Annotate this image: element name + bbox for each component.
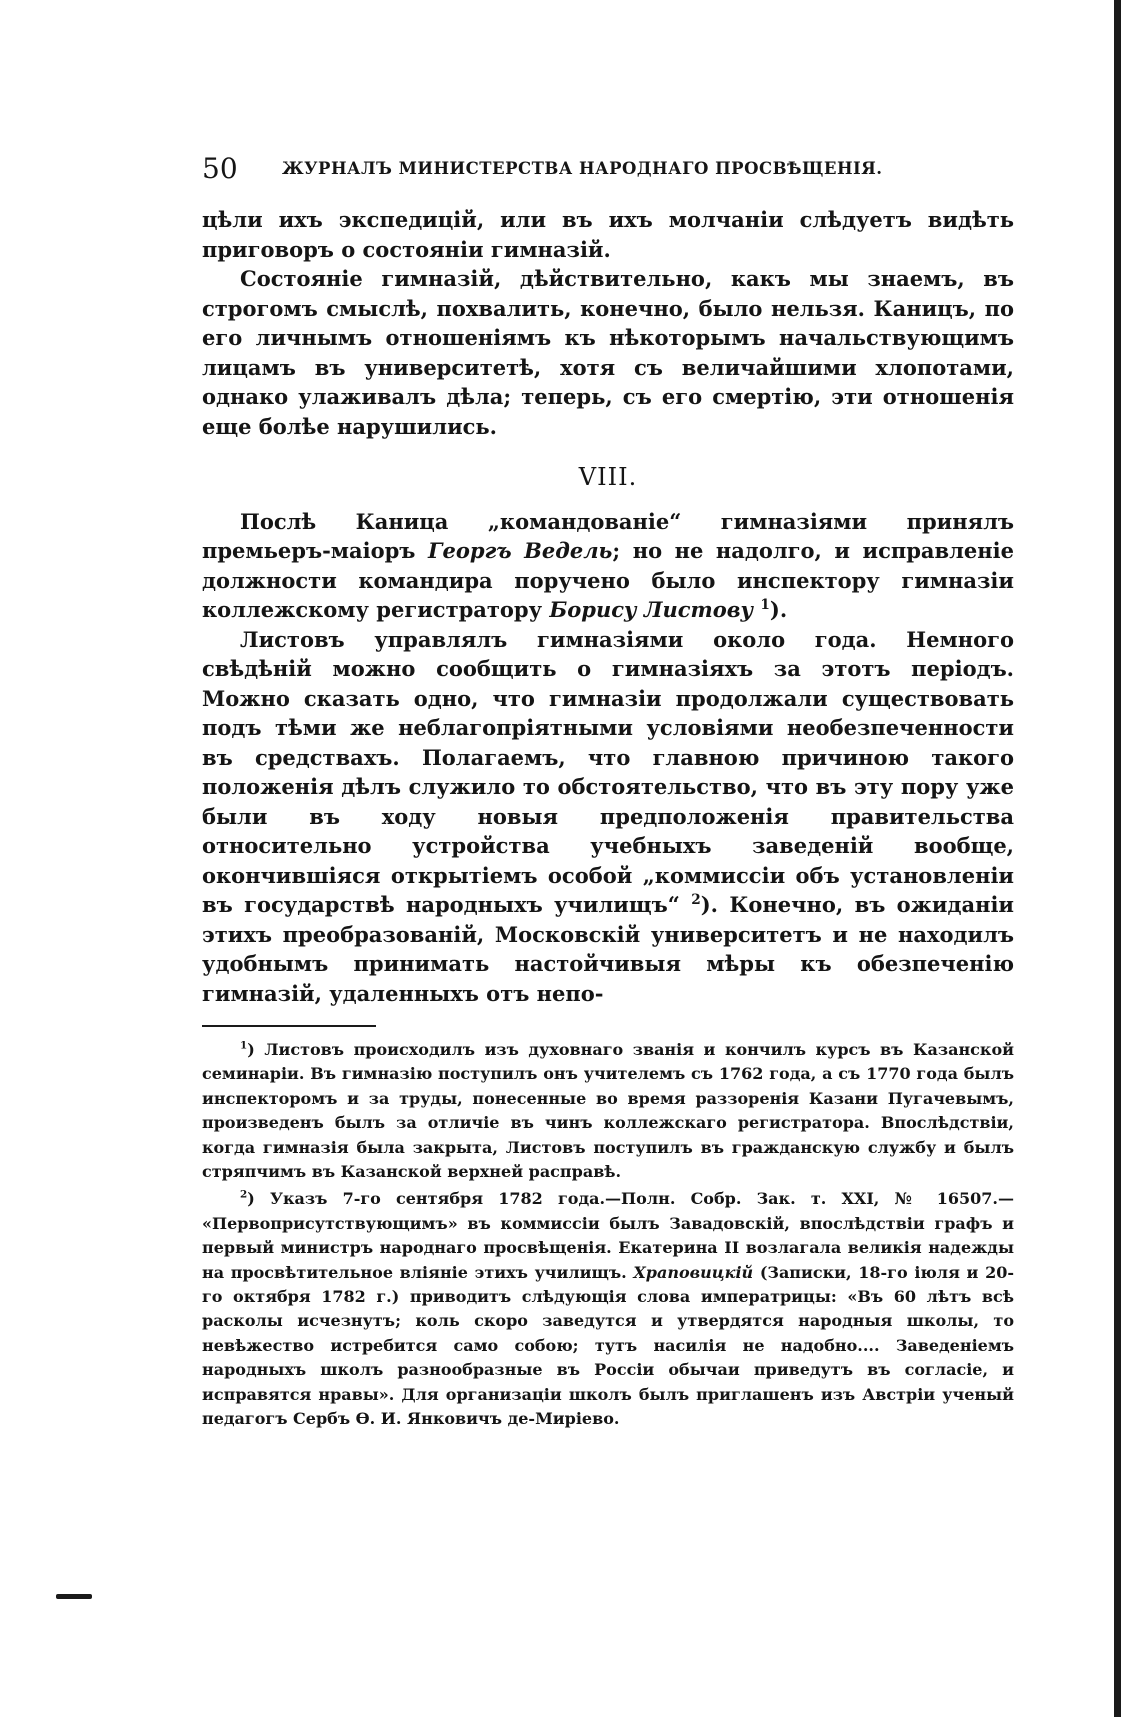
footnote-2-text-a: ) Указъ 7-го сентября 1782 года.—Полн. Собр. Зак. т. XXI, № 16507.— «Первоприсутствующимъ» въ коммиссіи былъ Завадовскій, впослѣдствіи графъ и первый министръ народнаго просвѣщенія. Екатерина II возлагала великія надежды на просвѣтительное вліяніе этихъ училищъ.	[202, 1189, 1014, 1282]
paragraph-2: Состояніе гимназій, дѣйствительно, какъ мы знаемъ, въ строгомъ смыслѣ, похвалить, конечно, было нельзя. Каницъ, по его личнымъ отношеніямъ къ нѣкоторымъ начальствующимъ лицамъ въ университетѣ, хотя съ величайшими хлопотами, однако улаживалъ дѣла; теперь, съ его смертію, эти отношенія еще болѣе нарушились.	[202, 266, 1014, 439]
page-number: 50	[202, 152, 238, 185]
main-text	[202, 205, 1014, 1008]
paragraph-3-text-b: ; но не надолго, и исправленіе должности командира поручено было инспектору гимназіи коллежскому регистратору	[202, 538, 1014, 622]
running-head: ЖУРНАЛЪ МИНИСТЕРСТВА НАРОДНАГО ПРОСВѢЩЕНІЯ.	[282, 159, 883, 178]
footnote-ref-1[interactable]: 1	[760, 597, 770, 613]
footnote-2	[202, 1187, 1014, 1431]
paragraph-3-text-a: Послѣ Каница „командованіе“ гимназіями принялъ премьеръ-маіоръ	[202, 508, 1014, 563]
person-name-listov: Борису Листову	[549, 597, 754, 622]
paragraph-3	[202, 507, 1014, 625]
footnotes	[202, 1038, 1014, 1435]
scan-edge-rule	[1114, 0, 1121, 1717]
section-number: VIII.	[578, 463, 638, 491]
footnote-divider	[202, 1025, 376, 1027]
footnote-1-marker: 1	[240, 1039, 248, 1052]
person-name-khrapovitsky: Храповицкій	[633, 1262, 754, 1282]
footnote-1	[202, 1038, 1014, 1184]
scan-margin-mark	[56, 1594, 92, 1599]
page-header	[202, 152, 1022, 188]
paragraph-4	[202, 625, 1014, 1009]
paragraph-4-text-b: ). Конечно, въ ожиданіи этихъ преобразованій, Московскій университетъ и не находилъ удобнымъ принимать настойчивыя мѣры къ обезпеченію гимназій, удаленныхъ отъ непо-	[202, 892, 1014, 1006]
footnote-1-text: ) Листовъ происходилъ изъ духовнаго званія и кончилъ курсъ въ Казанской семинаріи. Въ гимназію поступилъ онъ учителемъ съ 1762 года, а съ 1770 года былъ инспекторомъ и за труды, понесенные во время раззоренія Казани Пугачевымъ, произведенъ былъ за отличіе въ чинъ коллежскаго регистратора. Впослѣдствіи, когда гимназія была закрыта, Листовъ поступилъ въ гражданскую службу и былъ стряпчимъ въ Казанской верхней расправѣ.	[202, 1040, 1014, 1182]
person-name-vedel: Георгъ Ведель	[427, 538, 613, 563]
paragraph-1: цѣли ихъ экспедицій, или въ ихъ молчаніи слѣдуетъ видѣть приговоръ о состояніи гимназій.	[202, 207, 1014, 262]
paragraph-4-text-a: Листовъ управлялъ гимназіями около года. Немного свѣдѣній можно сообщить о гимназіяхъ за этотъ періодъ. Можно сказать одно, что гимназіи продолжали существовать подъ тѣми же неблагопріятными условіями необезпеченности въ средствахъ. Полагаемъ, что главною причиною такого положенія дѣлъ служило то обстоятельство, что въ эту пору уже были въ ходу новыя предположенія правительства относительно устройства учебныхъ заведеній вообще, окончившіяся открытіемъ особой „коммиссіи объ установленіи въ государствѣ народныхъ училищъ“	[202, 626, 1014, 917]
footnote-2-marker: 2	[240, 1189, 248, 1202]
footnote-2-text-b: (Записки, 18-го іюля и 20-го октября 1782 г.) приводитъ слѣдующія слова императрицы: «Въ 60 лѣтъ всѣ расколы исчезнутъ; коль скоро заведутся и утвердятся народныя школы, то невѣжество истребится само собою; тутъ насилія не надобно.... Заведеніемъ народныхъ школъ разнообразные въ Россіи обычаи приведутъ въ согласіе, и исправятся нравы». Для организаціи школъ былъ приглашенъ изъ Австріи ученый педагогъ Сербъ Ѳ. И. Янковичъ де-Миріево.	[202, 1262, 1014, 1429]
paragraph-3-text-c: ).	[769, 597, 788, 622]
footnote-ref-2[interactable]: 2	[691, 892, 701, 908]
